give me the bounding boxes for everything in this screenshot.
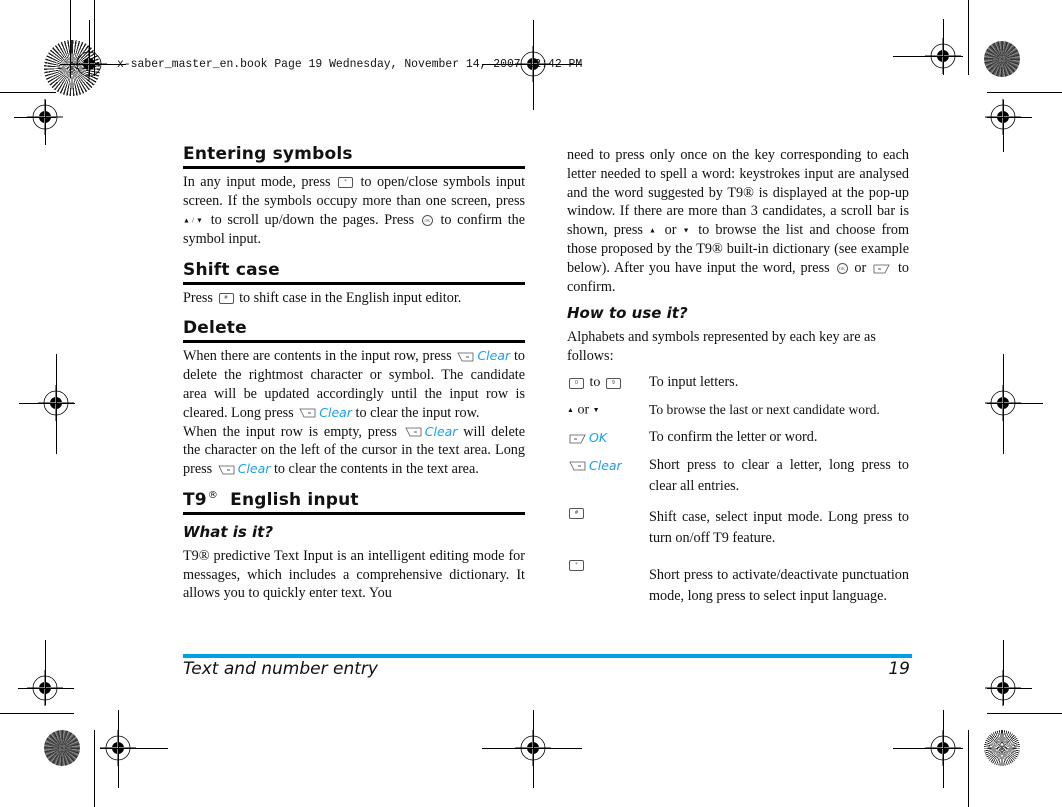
crop-line bbox=[968, 0, 969, 75]
up-arrow-icon: ▲ bbox=[649, 226, 659, 235]
crop-line bbox=[1003, 354, 1004, 454]
clear-softkey-icon bbox=[218, 465, 235, 475]
key-table-row bbox=[567, 427, 909, 449]
ok-label: OK bbox=[589, 429, 608, 445]
text: to shift case in the English input editor. bbox=[239, 289, 462, 306]
hash-key-icon: # bbox=[569, 508, 584, 519]
key-description: Short press to clear a letter, long press to clear all entries. bbox=[649, 456, 909, 494]
crop-line bbox=[19, 403, 75, 404]
footer-rule bbox=[183, 654, 912, 658]
heading-text: T9 bbox=[183, 489, 207, 510]
text: to clear the input row. bbox=[355, 404, 480, 421]
text: or bbox=[577, 402, 590, 418]
crop-line bbox=[987, 92, 1062, 93]
up-down-arrow-icon: ▲/▼ bbox=[183, 215, 206, 224]
ok-softkey-icon bbox=[873, 264, 890, 274]
crop-line bbox=[482, 748, 582, 749]
left-column bbox=[183, 140, 525, 610]
crop-line bbox=[987, 403, 1043, 404]
crop-line bbox=[14, 117, 56, 118]
heading-text: English input bbox=[230, 489, 359, 510]
key-table-row bbox=[567, 503, 909, 549]
text: will delete the character on the left of the cursor in the text area. Long press bbox=[183, 423, 526, 478]
key-cell bbox=[567, 372, 649, 393]
crop-line bbox=[1003, 640, 1004, 705]
crop-line bbox=[893, 748, 963, 749]
registration-starburst-icon bbox=[984, 730, 1020, 766]
key-cell bbox=[567, 455, 649, 497]
crop-line bbox=[0, 92, 56, 93]
paragraph: T9® predictive Text Input is an intelligent editing mode for messages, which includes a comprehensive dictionary. It allows you to quickly enter text. You bbox=[183, 547, 525, 602]
star-key-icon: * bbox=[569, 560, 584, 571]
clear-softkey-icon bbox=[405, 427, 422, 437]
subsection-heading: What is it? bbox=[183, 522, 274, 541]
key-description: Short press to activate/deactivate punctuation mode, long press to select input language. bbox=[649, 566, 909, 604]
registration-starburst-icon bbox=[984, 41, 1020, 77]
text: to open/close symbols input screen. If the symbols occupy more than one screen, press bbox=[183, 174, 526, 209]
text: to browse the list and choose from those proposed by the T9® built-in dictionary (see example below). After you have input the word, press bbox=[567, 222, 910, 277]
clear-label: Clear bbox=[237, 461, 271, 477]
down-arrow-icon: ▼ bbox=[592, 406, 600, 415]
registration-starburst-icon bbox=[44, 730, 80, 766]
section-heading: Delete bbox=[183, 314, 525, 343]
paragraph bbox=[567, 146, 909, 297]
key-cell bbox=[567, 503, 649, 549]
clear-softkey-icon bbox=[569, 461, 586, 471]
text: to delete the rightmost character or symbol. The candidate area will be updated accordingly until the input row is cleared. Long press bbox=[183, 348, 526, 421]
registered-mark: ® bbox=[207, 490, 219, 502]
key-cell bbox=[567, 555, 649, 607]
paragraph: Alphabets and symbols represented by each key are as follows: bbox=[567, 328, 876, 364]
text: to bbox=[589, 375, 601, 391]
crop-line bbox=[968, 730, 969, 807]
text: or bbox=[854, 260, 867, 277]
section-heading: Shift case bbox=[183, 256, 525, 285]
section-delete bbox=[183, 314, 525, 479]
crop-line bbox=[18, 688, 74, 689]
text: need to press only once on the key corresponding to each letter needed to spell a word: keystrokes input are analysed and the word suggested by T9® is displayed at the pop-up window. If there are more than 3 candidates, a scroll bar is shown, press bbox=[567, 147, 909, 239]
key-0-icon: 0 bbox=[569, 378, 584, 389]
section-entering-symbols bbox=[183, 140, 525, 249]
clear-softkey-icon bbox=[457, 352, 474, 362]
crop-line bbox=[100, 748, 168, 749]
crop-line bbox=[94, 730, 95, 807]
crop-line bbox=[118, 710, 119, 788]
ok-softkey-icon bbox=[569, 434, 586, 444]
crop-line bbox=[56, 354, 57, 454]
crop-line bbox=[45, 100, 46, 145]
clear-softkey-icon bbox=[299, 408, 316, 418]
hash-key-icon: # bbox=[219, 293, 234, 304]
crop-line bbox=[89, 20, 90, 75]
section-heading: Entering symbols bbox=[183, 140, 525, 169]
ok-key-icon: OK bbox=[837, 263, 848, 274]
text: to confirm. bbox=[567, 260, 909, 295]
key-table-row bbox=[567, 455, 909, 497]
paragraph bbox=[183, 289, 525, 308]
clear-label: Clear bbox=[319, 404, 352, 420]
key-cell bbox=[567, 399, 649, 420]
crop-line bbox=[1003, 100, 1004, 152]
key-table bbox=[567, 372, 909, 606]
key-description: To browse the last or next candidate word. bbox=[649, 402, 880, 418]
text: to scroll up/down the pages. Press bbox=[210, 211, 415, 228]
key-description: Shift case, select input mode. Long press to turn on/off T9 feature. bbox=[649, 508, 909, 546]
section-heading bbox=[183, 486, 525, 515]
key-cell bbox=[567, 427, 649, 449]
key-table-row bbox=[567, 372, 909, 393]
star-key-icon: * bbox=[338, 177, 353, 188]
crop-line bbox=[987, 713, 1062, 714]
section-t9-english-input bbox=[183, 486, 525, 603]
paragraph bbox=[183, 347, 525, 422]
subsection-heading: How to use it? bbox=[567, 303, 688, 322]
print-stamp: x-saber_master_en.book Page 19 Wednesday, November 14, 2007 12:42 PM bbox=[117, 57, 583, 71]
key-table-row bbox=[567, 399, 909, 420]
key-9-icon: 9 bbox=[606, 378, 621, 389]
crop-line bbox=[45, 640, 46, 705]
clear-label: Clear bbox=[424, 423, 458, 439]
crop-line bbox=[893, 56, 963, 57]
crop-line bbox=[987, 688, 1032, 689]
section-shift-case bbox=[183, 256, 525, 308]
text: Press bbox=[183, 289, 213, 306]
paragraph bbox=[183, 423, 525, 479]
text: or bbox=[664, 222, 677, 239]
key-description: To confirm the letter or word. bbox=[649, 428, 818, 445]
clear-label: Clear bbox=[589, 457, 622, 473]
text: to clear the contents in the text area. bbox=[273, 461, 479, 478]
text: When the input row is empty, press bbox=[183, 423, 397, 440]
key-description: To input letters. bbox=[649, 374, 739, 391]
chapter-title: Text and number entry bbox=[183, 659, 378, 679]
up-arrow-icon: ▲ bbox=[567, 406, 574, 415]
text: to confirm the symbol input. bbox=[183, 211, 526, 247]
down-arrow-icon: ▼ bbox=[682, 226, 693, 235]
ok-key-icon: OK bbox=[422, 215, 433, 226]
crop-line bbox=[943, 19, 944, 75]
page-number: 19 bbox=[888, 659, 910, 679]
clear-label: Clear bbox=[477, 348, 511, 364]
text: In any input mode, press bbox=[183, 174, 331, 190]
crop-line bbox=[0, 713, 74, 714]
crop-line bbox=[533, 710, 534, 788]
crop-line bbox=[943, 710, 944, 788]
text: When there are contents in the input row, press bbox=[183, 348, 452, 365]
crop-line bbox=[987, 117, 1032, 118]
paragraph bbox=[183, 173, 525, 249]
key-table-row bbox=[567, 555, 909, 607]
right-column bbox=[567, 146, 909, 613]
